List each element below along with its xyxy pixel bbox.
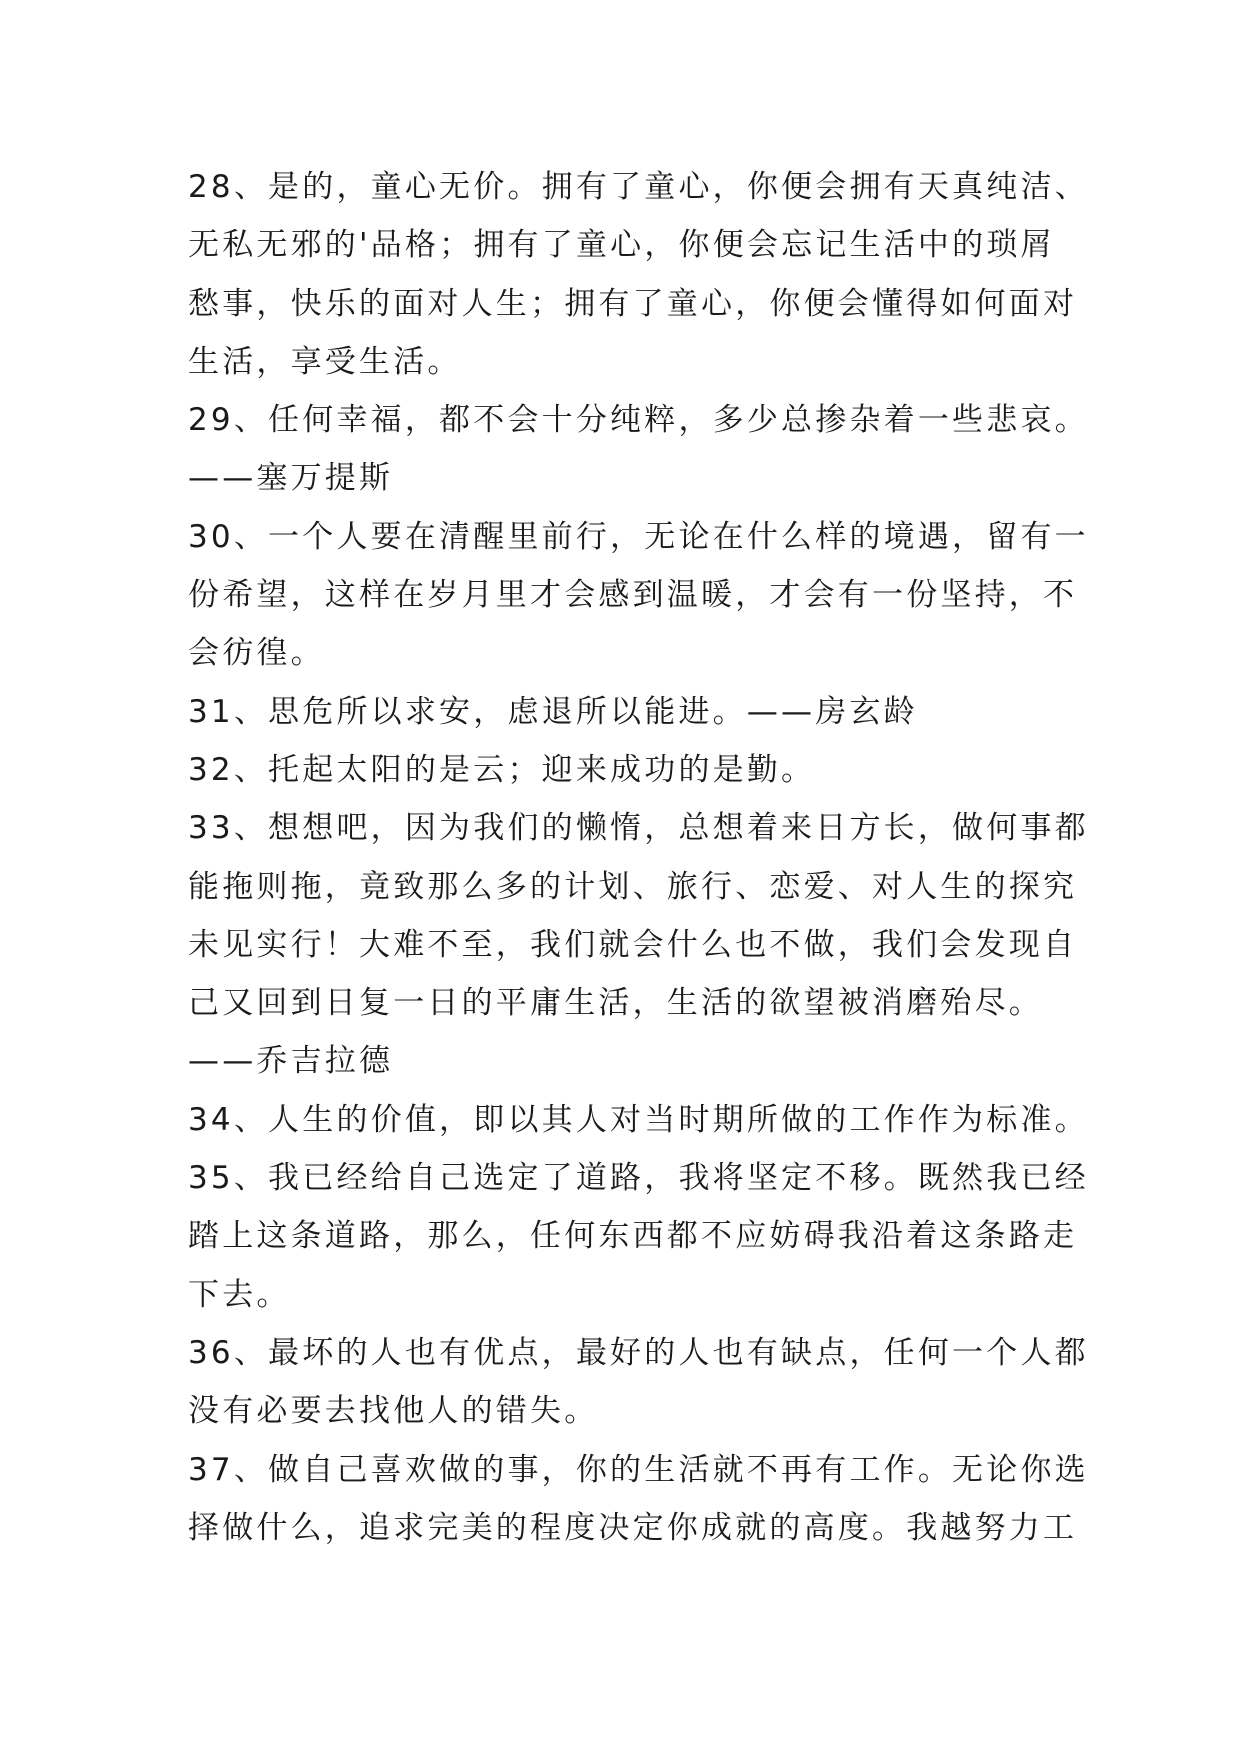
text-line: 37、做自己喜欢做的事，你的生活就不再有工作。无论你选 [188, 1451, 1089, 1488]
text-line: ——塞万提斯 [188, 460, 394, 497]
text-line: 己又回到日复一日的平庸生活，生活的欲望被消磨殆尽。 [188, 985, 1043, 1022]
text-line: 36、最坏的人也有优点，最好的人也有缺点，任何一个人都 [188, 1334, 1089, 1371]
text-line: 35、我已经给自己选定了道路，我将坚定不移。既然我已经 [188, 1160, 1089, 1197]
text-line: 下去。 [188, 1276, 291, 1313]
text-line: 生活，享受生活。 [188, 343, 462, 380]
text-line: 32、托起太阳的是云；迎来成功的是勤。 [188, 751, 816, 788]
document-body [188, 158, 1089, 1557]
text-line: 会彷徨。 [188, 635, 325, 672]
text-line: 踏上这条道路，那么，任何东西都不应妨碍我沿着这条路走 [188, 1218, 1078, 1255]
text-line: 30、一个人要在清醒里前行，无论在什么样的境遇，留有一 [188, 518, 1089, 555]
text-line: 能拖则拖，竟致那么多的计划、旅行、恋爱、对人生的探究 [188, 868, 1078, 905]
text-line: 份希望，这样在岁月里才会感到温暖，才会有一份坚持，不 [188, 577, 1078, 614]
text-line: 没有必要去找他人的错失。 [188, 1393, 599, 1430]
text-line: 无私无邪的'品格；拥有了童心，你便会忘记生活中的琐屑 [188, 227, 1055, 264]
text-line: 未见实行！大难不至，我们就会什么也不做，我们会发现自 [188, 926, 1078, 963]
text-line: 33、想想吧，因为我们的懒惰，总想着来日方长，做何事都 [188, 810, 1089, 847]
text-line: ——乔吉拉德 [188, 1043, 394, 1080]
text-line: 愁事，快乐的面对人生；拥有了童心，你便会懂得如何面对 [188, 285, 1078, 322]
text-line: 择做什么，追求完美的程度决定你成就的高度。我越努力工 [188, 1509, 1078, 1546]
text-line: 34、人生的价值，即以其人对当时期所做的工作作为标准。 [188, 1101, 1089, 1138]
text-line: 28、是的，童心无价。拥有了童心，你便会拥有天真纯洁、 [188, 169, 1089, 205]
text-line: 31、思危所以求安，虑退所以能进。——房玄龄 [188, 693, 918, 730]
text-line: 29、任何幸福，都不会十分纯粹，多少总掺杂着一些悲哀。 [188, 402, 1089, 439]
